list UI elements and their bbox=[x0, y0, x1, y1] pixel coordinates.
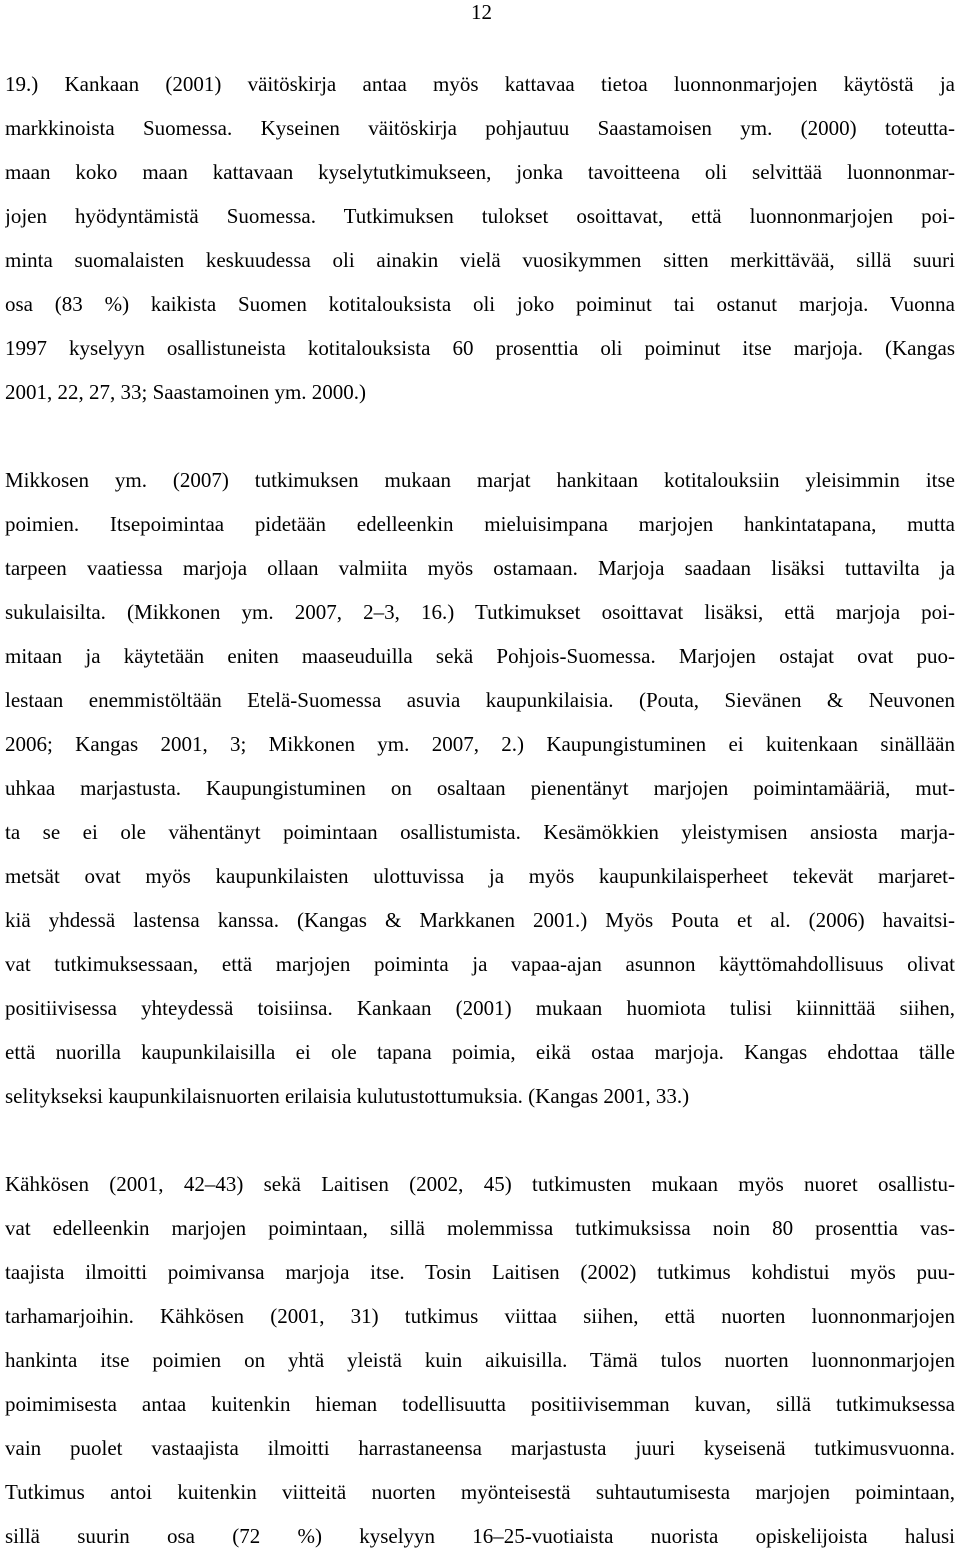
text-line: tarpeen vaatiessa marjoja ollaan valmiita myös ostamaan. Marjoja saadaan lisäksi tuttavilta ja bbox=[5, 556, 955, 580]
paragraph-3 bbox=[5, 1162, 955, 1558]
text-line: positiivisessa yhteydessä toisiinsa. Kankaan (2001) mukaan huomiota tulisi kiinnittää siihen, bbox=[5, 996, 955, 1020]
text-line: metsät ovat myös kaupunkilaisten ulottuvissa ja myös kaupunkilaisperheet tekevät marjaret- bbox=[5, 864, 955, 888]
text-line: Mikkosen ym. (2007) tutkimuksen mukaan marjat hankitaan kotitalouksiin yleisimmin itse bbox=[5, 468, 955, 492]
text-line: uhkaa marjastusta. Kaupungistuminen on osaltaan pienentänyt marjojen poimintamääriä, mut- bbox=[5, 776, 955, 800]
text-line: sillä suurin osa (72 %) kyselyyn 16–25-vuotiaista nuorista opiskelijoista halusi bbox=[5, 1524, 955, 1548]
text-line: sukulaisilta. (Mikkonen ym. 2007, 2–3, 16.) Tutkimukset osoittavat lisäksi, että marjoja poi- bbox=[5, 600, 955, 624]
document-body bbox=[5, 62, 955, 1558]
text-line: Tutkimus antoi kuitenkin viitteitä nuorten myönteisestä suhtautumisesta marjojen poimintaan, bbox=[5, 1480, 955, 1504]
text-line: poimien. Itsepoimintaa pidetään edelleenkin mieluisimpana marjojen hankintatapana, mutta bbox=[5, 512, 955, 536]
text-line: jojen hyödyntämistä Suomessa. Tutkimuksen tulokset osoittavat, että luonnonmarjojen poi- bbox=[5, 204, 955, 228]
text-line: 2006; Kangas 2001, 3; Mikkonen ym. 2007, 2.) Kaupungistuminen ei kuitenkaan sinällään bbox=[5, 732, 955, 756]
text-line: markkinoista Suomessa. Kyseinen väitöskirja pohjautuu Saastamoisen ym. (2000) toteutta- bbox=[5, 116, 955, 140]
text-line: tarhamarjoihin. Kähkösen (2001, 31) tutkimus viittaa siihen, että nuorten luonnonmarjojen bbox=[5, 1304, 955, 1328]
paragraph-2 bbox=[5, 458, 955, 1118]
text-line: lestaan enemmistöltään Etelä-Suomessa asuvia kaupunkilaisia. (Pouta, Sievänen & Neuvonen bbox=[5, 688, 955, 712]
text-line: vat tutkimuksessaan, että marjojen poiminta ja vapaa-ajan asunnon käyttömahdollisuus olivat bbox=[5, 952, 955, 976]
text-line: ta se ei ole vähentänyt poimintaan osallistumista. Kesämökkien yleistymisen ansiosta marja- bbox=[5, 820, 955, 844]
text-line: 19.) Kankaan (2001) väitöskirja antaa myös kattavaa tietoa luonnonmarjojen käytöstä ja bbox=[5, 72, 955, 96]
text-line: kiä yhdessä lastensa kanssa. (Kangas & Markkanen 2001.) Myös Pouta et al. (2006) havaitsi- bbox=[5, 908, 955, 932]
text-line: Kähkösen (2001, 42–43) sekä Laitisen (2002, 45) tutkimusten mukaan myös nuoret osallistu- bbox=[5, 1172, 955, 1196]
text-line: hankinta itse poimien on yhtä yleistä kuin aikuisilla. Tämä tulos nuorten luonnonmarjojen bbox=[5, 1348, 955, 1372]
text-line: mitaan ja käytetään eniten maaseuduilla sekä Pohjois-Suomessa. Marjojen ostajat ovat puo- bbox=[5, 644, 955, 668]
text-line: poimimisesta antaa kuitenkin hieman todellisuutta positiivisemman kuvan, sillä tutkimuksessa bbox=[5, 1392, 955, 1416]
text-line: maan koko maan kattavaan kyselytutkimukseen, jonka tavoitteena oli selvittää luonnonmar- bbox=[5, 160, 955, 184]
text-line: että nuorilla kaupunkilaisilla ei ole tapana poimia, eikä ostaa marjoja. Kangas ehdottaa tälle bbox=[5, 1040, 955, 1064]
text-line: selitykseksi kaupunkilaisnuorten erilaisia kulutustottumuksia. (Kangas 2001, 33.) bbox=[5, 1084, 690, 1108]
paragraph-spacer bbox=[5, 414, 955, 458]
text-line: minta suomalaisten keskuudessa oli ainakin vielä vuosikymmen sitten merkittävää, sillä suuri bbox=[5, 248, 955, 272]
text-line: osa (83 %) kaikista Suomen kotitalouksista oli joko poiminut tai ostanut marjoja. Vuonna bbox=[5, 292, 955, 316]
text-line: 1997 kyselyyn osallistuneista kotitalouksista 60 prosenttia oli poiminut itse marjoja. (Kangas bbox=[5, 336, 955, 360]
text-line: taajista ilmoitti poimivansa marjoja itse. Tosin Laitisen (2002) tutkimus kohdistui myös puu- bbox=[5, 1260, 955, 1284]
text-line: vat edelleenkin marjojen poimintaan, sillä molemmissa tutkimuksissa noin 80 prosenttia vas- bbox=[5, 1216, 955, 1240]
text-line: vain puolet vastaajista ilmoitti harrastaneensa marjastusta juuri kyseisenä tutkimusvuonna. bbox=[5, 1436, 955, 1460]
text-line: 2001, 22, 27, 33; Saastamoinen ym. 2000.) bbox=[5, 380, 367, 404]
page-number: 12 bbox=[471, 0, 492, 24]
paragraph-spacer bbox=[5, 1118, 955, 1162]
paragraph-1 bbox=[5, 62, 955, 414]
